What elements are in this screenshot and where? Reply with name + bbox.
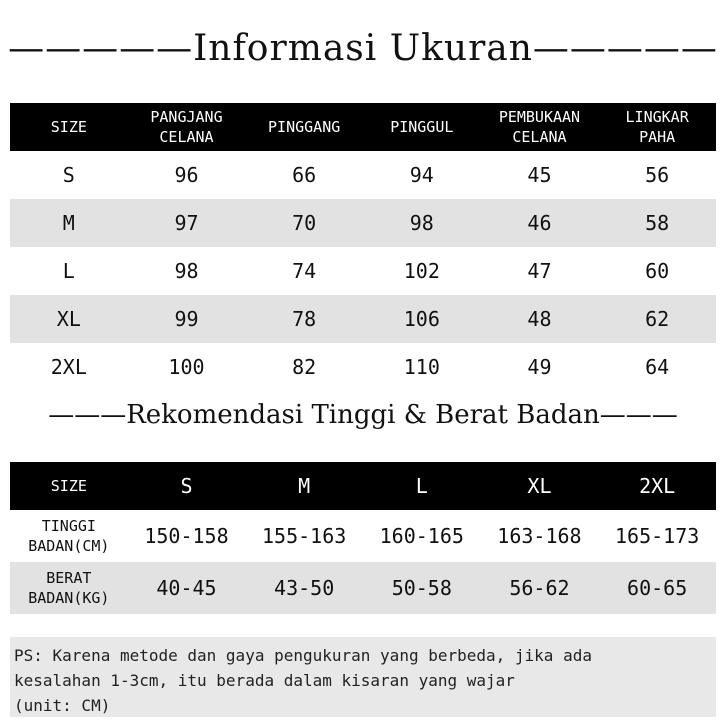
row-label-weight: BERAT BADAN(KG) [10, 562, 128, 614]
table-cell: 98 [174, 259, 199, 283]
table-cell: XL [10, 295, 128, 343]
measurement-note [10, 637, 716, 717]
header-pants-length: PANGJANG CELANA [128, 103, 246, 151]
table-cell: 60-65 [598, 562, 716, 614]
header-size-2xl: 2XL [598, 462, 716, 510]
table-cell: 102 [403, 259, 440, 283]
table-cell: 78 [245, 295, 363, 343]
table-cell: 64 [645, 355, 670, 379]
table-cell: 155-163 [261, 524, 347, 548]
header-waist: PINGGANG [245, 103, 363, 151]
table-cell: 43-50 [245, 562, 363, 614]
table-row [10, 343, 716, 391]
table-cell: 56-62 [481, 562, 599, 614]
table-row [10, 199, 716, 247]
table-cell: 46 [481, 199, 599, 247]
table-cell: 106 [363, 295, 481, 343]
table-cell: 98 [363, 199, 481, 247]
header-leg-opening: PEMBUKAAN CELANA [481, 103, 599, 151]
section-title-recommendation: ———Rekomendasi Tinggi & Berat Badan——— [48, 400, 678, 430]
header-size: SIZE [10, 103, 128, 151]
table-cell: 50-58 [363, 562, 481, 614]
table-cell: 48 [481, 295, 599, 343]
header-size-l: L [363, 462, 481, 510]
size-chart-table [10, 103, 716, 391]
table-cell: 70 [245, 199, 363, 247]
table-cell: 62 [598, 295, 716, 343]
table-cell: 160-165 [379, 524, 464, 548]
table-cell: 2XL [50, 355, 87, 379]
header-hip: PINGGUL [363, 103, 481, 151]
table-cell: 66 [292, 163, 317, 187]
table-row-weight [10, 562, 716, 614]
table-cell: 94 [409, 163, 434, 187]
note-line: (unit: CM) [14, 696, 111, 715]
table-cell: 74 [292, 259, 317, 283]
table-cell: 96 [174, 163, 199, 187]
table-cell: 99 [128, 295, 246, 343]
table-cell: 47 [527, 259, 552, 283]
recommendation-table [10, 462, 716, 614]
table-row [10, 151, 716, 199]
table-cell: 163-168 [497, 524, 582, 548]
table-cell: 40-45 [128, 562, 246, 614]
table-cell: 45 [527, 163, 552, 187]
page-title: —————Informasi Ukuran————— [8, 28, 718, 69]
table-row [10, 295, 716, 343]
note-line: kesalahan 1-3cm, itu berada dalam kisaran yang wajar [14, 671, 515, 690]
table-cell: 82 [292, 355, 317, 379]
table-cell: 100 [168, 355, 205, 379]
table-cell: 110 [403, 355, 440, 379]
table-cell: 56 [645, 163, 670, 187]
size-chart-header-row [10, 103, 716, 151]
row-label-height: TINGGI BADAN(CM) [28, 517, 110, 555]
table-row-height [10, 510, 716, 562]
header-size: SIZE [10, 462, 128, 510]
table-cell: S [62, 163, 75, 187]
table-cell: 60 [645, 259, 670, 283]
header-size-s: S [128, 462, 246, 510]
table-row [10, 247, 716, 295]
note-line: PS: Karena metode dan gaya pengukuran yang berbeda, jika ada [14, 646, 592, 665]
header-size-xl: XL [481, 462, 599, 510]
table-cell: L [62, 259, 75, 283]
table-cell: 49 [527, 355, 552, 379]
table-cell: 150-158 [144, 524, 229, 548]
table-cell: 97 [128, 199, 246, 247]
table-cell: M [10, 199, 128, 247]
header-size-m: M [245, 462, 363, 510]
table-cell: 165-173 [614, 524, 700, 548]
header-thigh: LINGKAR PAHA [598, 103, 716, 151]
recommendation-header-row [10, 462, 716, 510]
table-cell: 58 [598, 199, 716, 247]
